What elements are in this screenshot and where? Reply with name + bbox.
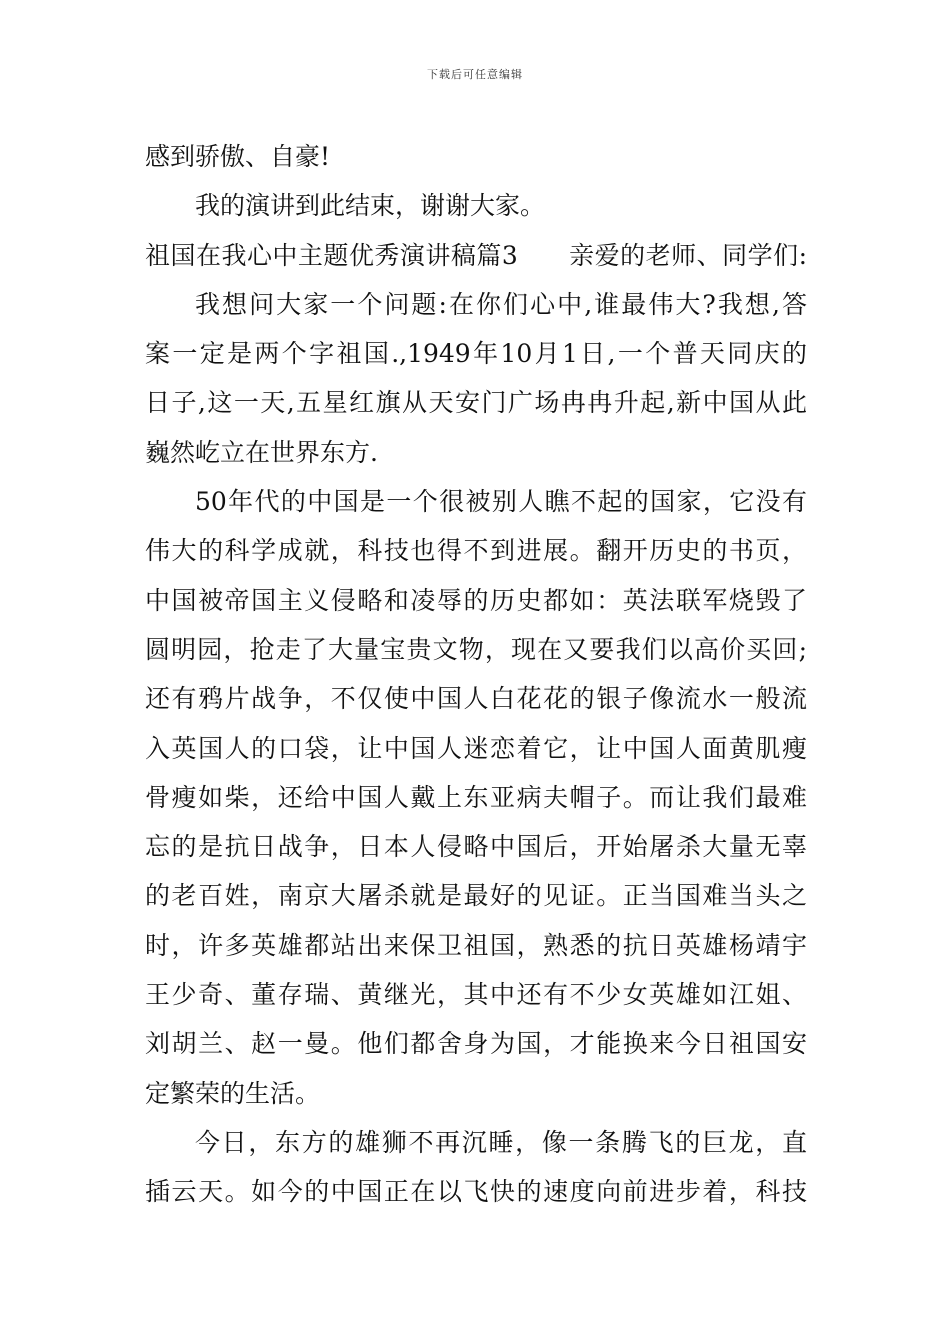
text-line: 我的演讲到此结束，谢谢大家。: [195, 191, 546, 221]
section-title-line: 祖国在我心中主题优秀演讲稿篇3 亲爱的老师、同学们:: [145, 240, 807, 270]
text-line: 中国被帝国主义侵略和凌辱的历史都如：英法联军烧毁了: [145, 585, 807, 615]
text-line: 日子,这一天,五星红旗从天安门广场冉冉升起,新中国从此: [145, 388, 807, 418]
text-line: 的老百姓，南京大屠杀就是最好的见证。正当国难当头之: [145, 881, 807, 911]
text-line: 还有鸦片战争，不仅使中国人白花花的银子像流水一般流: [145, 684, 807, 714]
text-line: 插云天。如今的中国正在以飞快的速度向前进步着，科技: [145, 1177, 807, 1207]
text-line: 巍然屹立在世界东方.: [145, 437, 378, 467]
text-line: 时，许多英雄都站出来保卫祖国，熟悉的抗日英雄杨靖宇: [145, 930, 807, 960]
text-line: 案一定是两个字祖国.,1949年10月1日,一个普天同庆的: [145, 339, 807, 369]
text-line: 感到骄傲、自豪!: [145, 142, 331, 171]
text-line: 50年代的中国是一个很被别人瞧不起的国家，它没有: [195, 487, 807, 517]
text-line: 忘的是抗日战争，日本人侵略中国后，开始屠杀大量无辜: [145, 832, 807, 862]
text-line: 今日，东方的雄狮不再沉睡，像一条腾飞的巨龙，直: [195, 1127, 807, 1157]
text-line: 伟大的科学成就，科技也得不到进展。翻开历史的书页，: [145, 536, 807, 566]
page-header: 下载后可任意编辑: [427, 68, 523, 81]
text-line: 入英国人的口袋，让中国人迷恋着它，让中国人面黄肌瘦: [145, 733, 807, 763]
text-line: 定繁荣的生活。: [145, 1078, 321, 1108]
text-line: 刘胡兰、赵一曼。他们都舍身为国，才能换来今日祖国安: [145, 1029, 807, 1059]
text-line: 我想问大家一个问题:在你们心中,谁最伟大?我想,答: [195, 289, 807, 319]
text-line: 骨瘦如柴，还给中国人戴上东亚病夫帽子。而让我们最难: [145, 782, 807, 812]
document-body: [145, 132, 807, 1217]
text-line: 王少奇、董存瑞、黄继光，其中还有不少女英雄如江姐、: [145, 980, 807, 1010]
text-line: 圆明园，抢走了大量宝贵文物，现在又要我们以高价买回;: [145, 634, 807, 664]
